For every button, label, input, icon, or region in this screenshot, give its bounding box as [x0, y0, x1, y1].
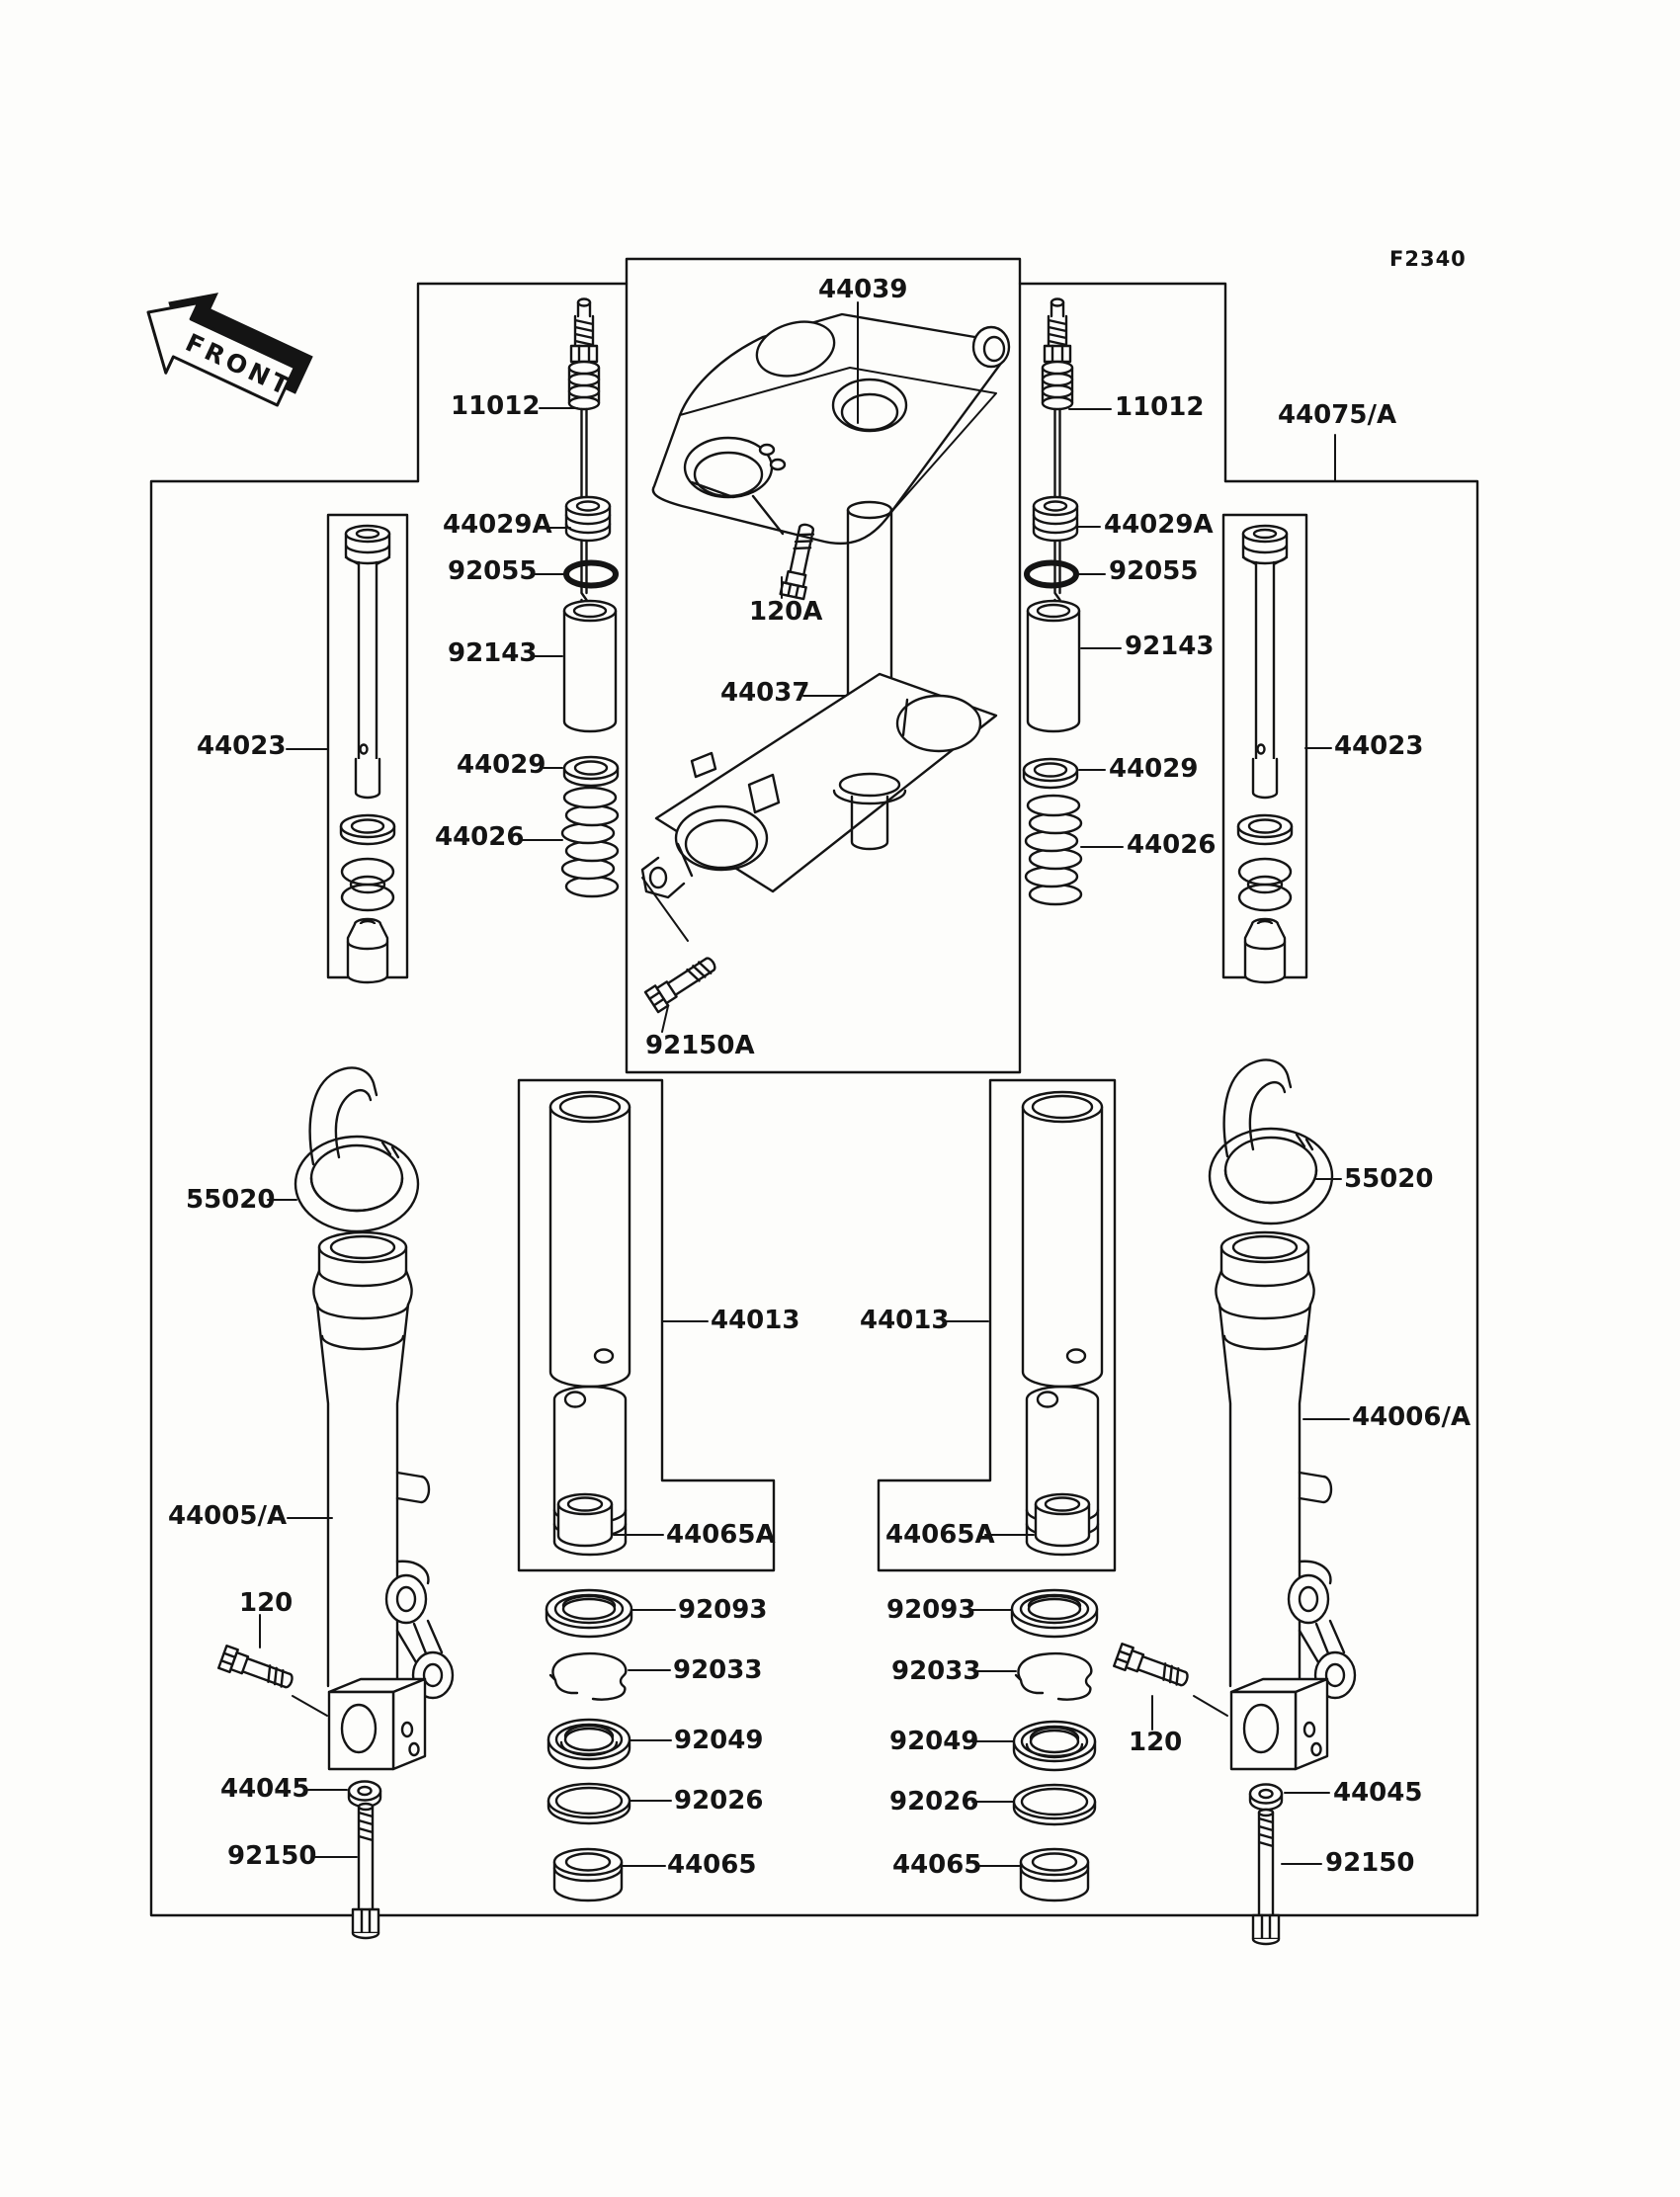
part-label-92026-left: 92026	[674, 1786, 764, 1816]
part-label-44026-left: 44026	[435, 822, 525, 852]
washer-44029-left	[564, 757, 618, 786]
part-label-44029-right: 44029	[1109, 754, 1199, 784]
front-arrow-text: FRONT	[181, 327, 297, 402]
seat-92093-right	[1012, 1590, 1097, 1637]
part-label-11012-left: 11012	[451, 391, 541, 421]
spring-44026-left	[562, 788, 618, 896]
part-label-44013-left: 44013	[711, 1306, 800, 1335]
clip-92033-right	[1016, 1653, 1091, 1699]
outer-fork-44006-right	[1216, 1232, 1355, 1769]
washer-44045-right	[1250, 1785, 1282, 1811]
part-label-44023-left: 44023	[197, 731, 287, 761]
ring-92026-right	[1014, 1785, 1095, 1824]
part-label-92143-right: 92143	[1125, 632, 1215, 661]
rod-11012-left	[569, 299, 599, 628]
part-label-44029-left: 44029	[457, 750, 546, 780]
oring-92055-left	[566, 563, 616, 586]
washer-44029-right	[1024, 759, 1077, 788]
part-label-44065-right: 44065	[892, 1850, 982, 1880]
part-label-92033-left: 92033	[673, 1655, 763, 1685]
part-label-44005A: 44005/A	[168, 1501, 288, 1531]
ring-92026-left	[548, 1784, 630, 1823]
part-label-44006A: 44006/A	[1352, 1402, 1471, 1432]
part-label-44065A-left: 44065A	[666, 1520, 776, 1550]
part-label-44075A: 44075/A	[1278, 400, 1397, 430]
seal-92049-left	[548, 1720, 630, 1768]
spring-44026-right	[1026, 796, 1081, 904]
part-label-44045-right: 44045	[1333, 1778, 1423, 1808]
bolt-120-left	[218, 1646, 295, 1693]
bolt-92150-right	[1253, 1810, 1279, 1944]
part-label-44026-right: 44026	[1127, 830, 1217, 860]
part-label-120A: 120A	[749, 597, 823, 627]
part-label-55020-left: 55020	[186, 1185, 276, 1215]
part-label-44013-right: 44013	[860, 1306, 950, 1335]
rod-11012-right	[1043, 299, 1072, 628]
part-label-44023-right: 44023	[1334, 731, 1424, 761]
part-label-44039: 44039	[818, 275, 908, 304]
part-label-92055-left: 92055	[448, 556, 538, 586]
bushing-44065A-left	[558, 1494, 612, 1546]
bolt-92150-left	[353, 1804, 378, 1938]
part-label-44045-left: 44045	[220, 1774, 310, 1804]
part-label-92093-right: 92093	[886, 1595, 976, 1625]
part-label-92150A: 92150A	[645, 1031, 755, 1060]
part-label-92049-right: 92049	[889, 1727, 979, 1756]
inner-tube-upper-right	[1023, 1092, 1102, 1387]
part-label-120-right: 120	[1129, 1728, 1183, 1757]
part-label-44029A-right: 44029A	[1104, 510, 1214, 540]
damper-44023-right	[1238, 526, 1292, 982]
seal-92049-right	[1014, 1722, 1095, 1770]
guard-55020-left	[295, 1068, 418, 1231]
washer-44029A-left	[566, 497, 610, 541]
guard-55020-right	[1210, 1060, 1332, 1224]
part-label-92049-left: 92049	[674, 1726, 764, 1755]
part-label-92093-left: 92093	[678, 1595, 768, 1625]
lower-triple-clamp-drawing	[642, 502, 996, 897]
washer-44029A-right	[1034, 497, 1077, 541]
part-label-44065-left: 44065	[667, 1850, 757, 1880]
part-label-92150-right: 92150	[1325, 1848, 1415, 1878]
part-label-44065A-right: 44065A	[885, 1520, 995, 1550]
bushing-44065A-right	[1036, 1494, 1089, 1546]
part-label-92150-left: 92150	[227, 1841, 317, 1871]
figure-code: F2340	[1389, 247, 1467, 271]
inner-tube-upper-left	[550, 1092, 630, 1387]
tube-92143-left	[564, 601, 616, 731]
part-label-120-left: 120	[239, 1588, 294, 1618]
clip-92033-left	[550, 1653, 626, 1699]
part-label-92055-right: 92055	[1109, 556, 1199, 586]
bushing-44065-left	[554, 1849, 622, 1901]
outer-fork-44005-left	[313, 1232, 453, 1769]
bolt-120A-drawing	[781, 523, 819, 599]
top-triple-clamp-drawing	[653, 313, 1009, 544]
bolt-92150A-drawing	[645, 953, 719, 1012]
bolt-120-right	[1114, 1644, 1191, 1691]
bushing-44065-right	[1021, 1849, 1088, 1901]
part-label-92143-left: 92143	[448, 638, 538, 668]
part-label-44037: 44037	[720, 678, 810, 708]
oring-92055-right	[1027, 563, 1076, 586]
part-label-55020-right: 55020	[1344, 1164, 1434, 1194]
tube-92143-right	[1028, 601, 1079, 731]
part-label-44029A-left: 44029A	[443, 510, 552, 540]
damper-44023-left	[341, 526, 394, 982]
part-label-11012-right: 11012	[1115, 392, 1205, 422]
part-label-92033-right: 92033	[891, 1656, 981, 1686]
part-label-92026-right: 92026	[889, 1787, 979, 1817]
seat-92093-left	[546, 1590, 631, 1637]
front-arrow	[128, 269, 321, 426]
